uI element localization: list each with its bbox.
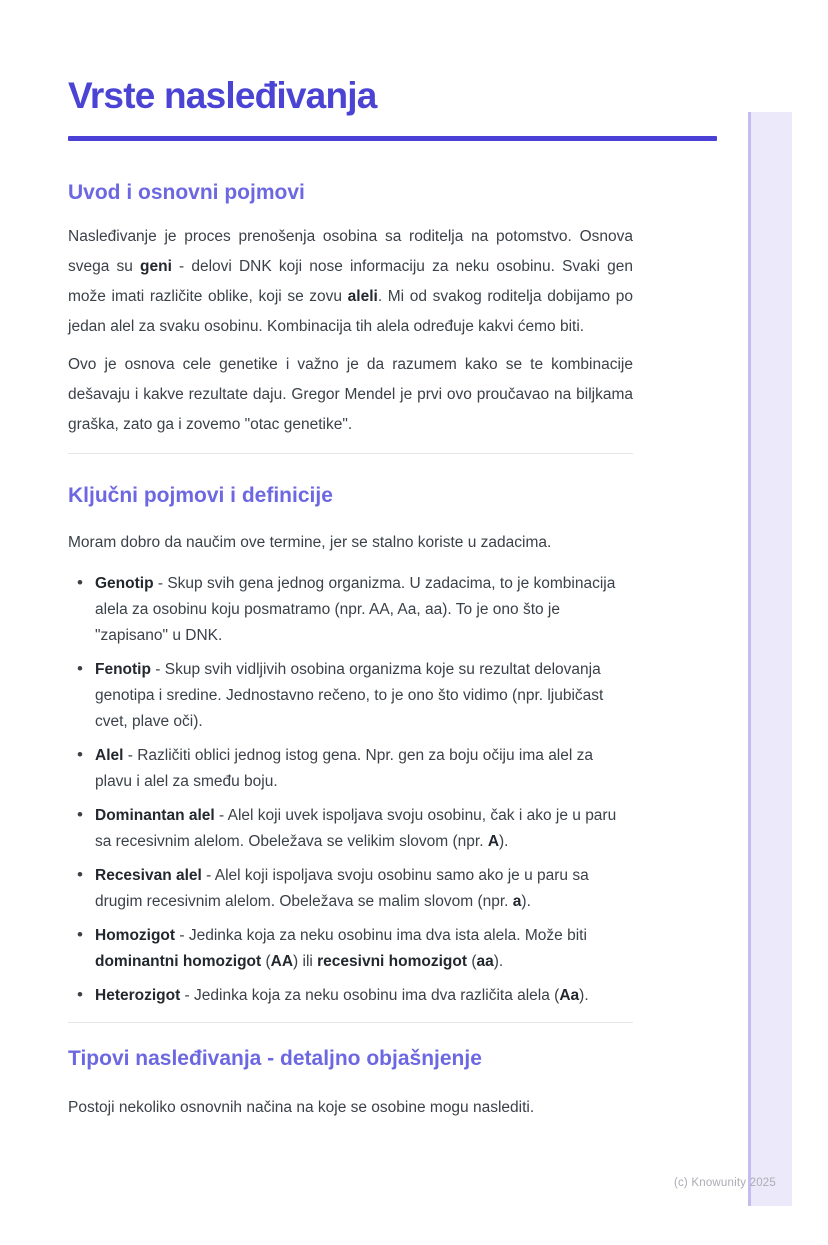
copyright-footer: (c) Knowunity 2025	[673, 1177, 776, 1189]
section-divider	[68, 453, 633, 454]
section-intro	[68, 180, 828, 440]
title-underline	[68, 136, 717, 141]
list-item-recesivan-alel: • Recesivan alel - Alel koji ispoljava svoju osobinu samo ako je u paru sa drugim recesivnim alelom. Obeležava se malim slovom (npr. a).	[68, 863, 633, 915]
list-item-dominantan-alel: • Dominantan alel - Alel koji uvek ispoljava svoju osobinu, čak i ako je u paru sa recesivnim alelom. Obeležava se velikim slovom (npr. A).	[68, 803, 633, 855]
list-item-alel: • Alel - Različiti oblici jednog istog gena. Npr. gen za boju očiju ima alel za plavu i alel za smeđu boju.	[68, 743, 633, 795]
paragraph-inheritance-basics: Nasleđivanje je proces prenošenja osobina sa roditelja na potomstvo. Osnova svega su geni - delovi DNK koji nose informaciju za neku osobinu. Svaki gen može imati različite oblike, koji se zovu aleli. Mi od svakog roditelja dobijamo po jedan alel za svaku osobinu. Kombinacija tih alela određuje kakvi ćemo biti.	[68, 228, 633, 335]
list-item-heterozigot: • Heterozigot - Jedinka koja za neku osobinu ima dva različita alela (Aa).	[68, 983, 633, 1009]
page-title: Vrste nasleđivanja	[68, 75, 377, 116]
paragraph-terms-intro: Moram dobro da naučim ove termine, jer se stalno koriste u zadacima.	[68, 534, 552, 551]
section-heading-intro: Uvod i osnovni pojmovi	[68, 181, 305, 204]
section-divider	[68, 1022, 633, 1023]
section-heading-types: Tipovi nasleđivanja - detaljno objašnjenje	[68, 1047, 482, 1070]
section-heading-key-terms: Ključni pojmovi i definicije	[68, 484, 333, 507]
paragraph-mendel: Ovo je osnova cele genetike i važno je da razumem kako se te kombinacije dešavaju i kakve rezultate daju. Gregor Mendel je prvi ovo proučavao na biljkama graška, zato ga i zovemo "otac genetike".	[68, 356, 633, 433]
paragraph-types-intro: Postoji nekoliko osnovnih načina na koje se osobine mogu naslediti.	[68, 1099, 535, 1116]
section-key-terms	[68, 483, 828, 1009]
section-types	[68, 1046, 828, 1123]
list-item-homozigot: • Homozigot - Jedinka koja za neku osobinu ima dva ista alela. Može biti dominantni homozigot (AA) ili recesivni homozigot (aa).	[68, 923, 633, 975]
list-item-genotip: • Genotip - Skup svih gena jednog organizma. U zadacima, to je kombinacija alela za osobinu koju posmatramo (npr. AA, Aa, aa). To je ono što je "zapisano" u DNK.	[68, 571, 633, 649]
document-page	[0, 74, 828, 1189]
definitions-list	[68, 571, 633, 1009]
list-item-fenotip: • Fenotip - Skup svih vidljivih osobina organizma koje su rezultat delovanja genotipa i sredine. Jednostavno rečeno, to je ono što vidimo (npr. ljubičast cvet, plave oči).	[68, 657, 633, 735]
document-content	[0, 74, 828, 1123]
